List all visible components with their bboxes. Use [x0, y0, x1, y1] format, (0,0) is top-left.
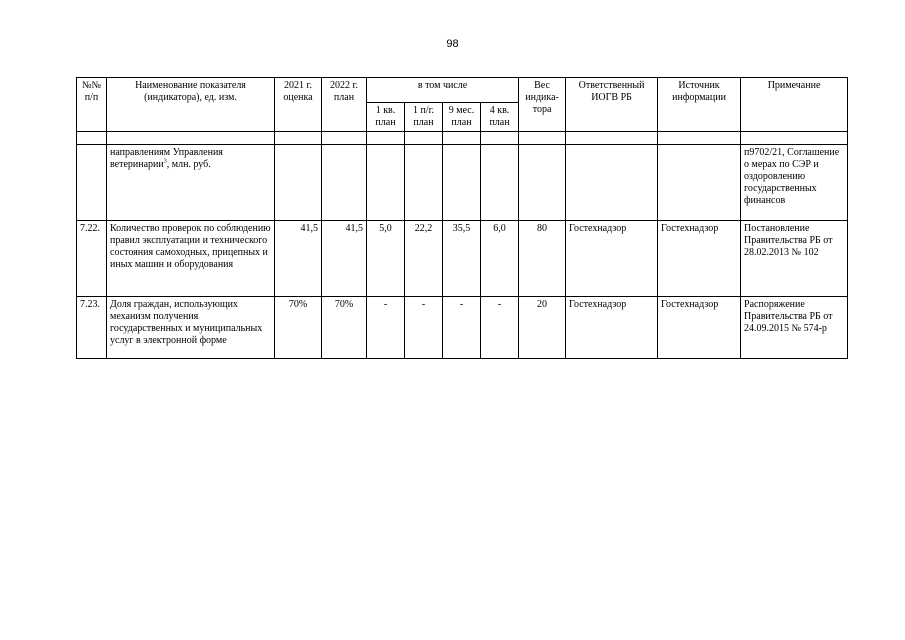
- row-q4: -: [481, 297, 519, 359]
- row-h1: -: [405, 297, 443, 359]
- header-source: Источник информации: [658, 78, 741, 132]
- spacer-row: [77, 132, 848, 145]
- header-row: [77, 78, 848, 103]
- row-9m: 35,5: [443, 221, 481, 297]
- header-including: в том числе: [367, 78, 519, 103]
- table-row: [77, 221, 848, 297]
- subheader-9m: 9 мес. план: [443, 103, 481, 132]
- row-num: 7.22.: [77, 221, 107, 297]
- row-num: [77, 145, 107, 221]
- row-2022: [322, 145, 367, 221]
- row-source: Гостехнадзор: [658, 297, 741, 359]
- row-2022: 70%: [322, 297, 367, 359]
- header-note: Примечание: [741, 78, 848, 132]
- row-2022: 41,5: [322, 221, 367, 297]
- row-h1: 22,2: [405, 221, 443, 297]
- indicators-table: [76, 77, 848, 359]
- row-q4: [481, 145, 519, 221]
- row-note: Распоряжение Правительства РБ от 24.09.2015 № 574-р: [741, 297, 848, 359]
- row-responsible: [566, 145, 658, 221]
- row-weight: 20: [519, 297, 566, 359]
- row-responsible: Гостехнадзор: [566, 297, 658, 359]
- subheader-h1: 1 п/г. план: [405, 103, 443, 132]
- table-row: [77, 297, 848, 359]
- header-weight: Вес индика- тора: [519, 78, 566, 132]
- header-2021: 2021 г. оценка: [275, 78, 322, 132]
- row-responsible: Гостехнадзор: [566, 221, 658, 297]
- row-weight: 80: [519, 221, 566, 297]
- row-source: [658, 145, 741, 221]
- subheader-q1: 1 кв. план: [367, 103, 405, 132]
- row-name: направлениям Управления ветеринарии$^3$, млн. руб.: [107, 145, 275, 221]
- row-2021: 41,5: [275, 221, 322, 297]
- row-h1: [405, 145, 443, 221]
- row-note: Постановление Правительства РБ от 28.02.2013 № 102: [741, 221, 848, 297]
- row-num: 7.23.: [77, 297, 107, 359]
- row-weight: [519, 145, 566, 221]
- row-q4: 6,0: [481, 221, 519, 297]
- row-2021: [275, 145, 322, 221]
- subheader-q4: 4 кв. план: [481, 103, 519, 132]
- row-name: Количество проверок по соблюдению правил эксплуатации и технического состояния самоходных, прицепных и иных машин и оборудования: [107, 221, 275, 297]
- header-2022: 2022 г. план: [322, 78, 367, 132]
- table-row: [77, 145, 848, 221]
- row-q1: [367, 145, 405, 221]
- header-responsible: Ответственный ИОГВ РБ: [566, 78, 658, 132]
- row-note: п9702/21, Соглашение о мерах по СЭР и оздоровлению государственных финансов: [741, 145, 848, 221]
- row-q1: 5,0: [367, 221, 405, 297]
- row-name: Доля граждан, использующих механизм получения государственных и муниципальных услуг в электронной форме: [107, 297, 275, 359]
- row-9m: [443, 145, 481, 221]
- row-q1: -: [367, 297, 405, 359]
- row-9m: -: [443, 297, 481, 359]
- header-name: Наименование показателя (индикатора), ед. изм.: [107, 78, 275, 132]
- header-num: №№ п/п: [77, 78, 107, 132]
- row-2021: 70%: [275, 297, 322, 359]
- row-source: Гостехнадзор: [658, 221, 741, 297]
- page-number: 98: [446, 38, 459, 50]
